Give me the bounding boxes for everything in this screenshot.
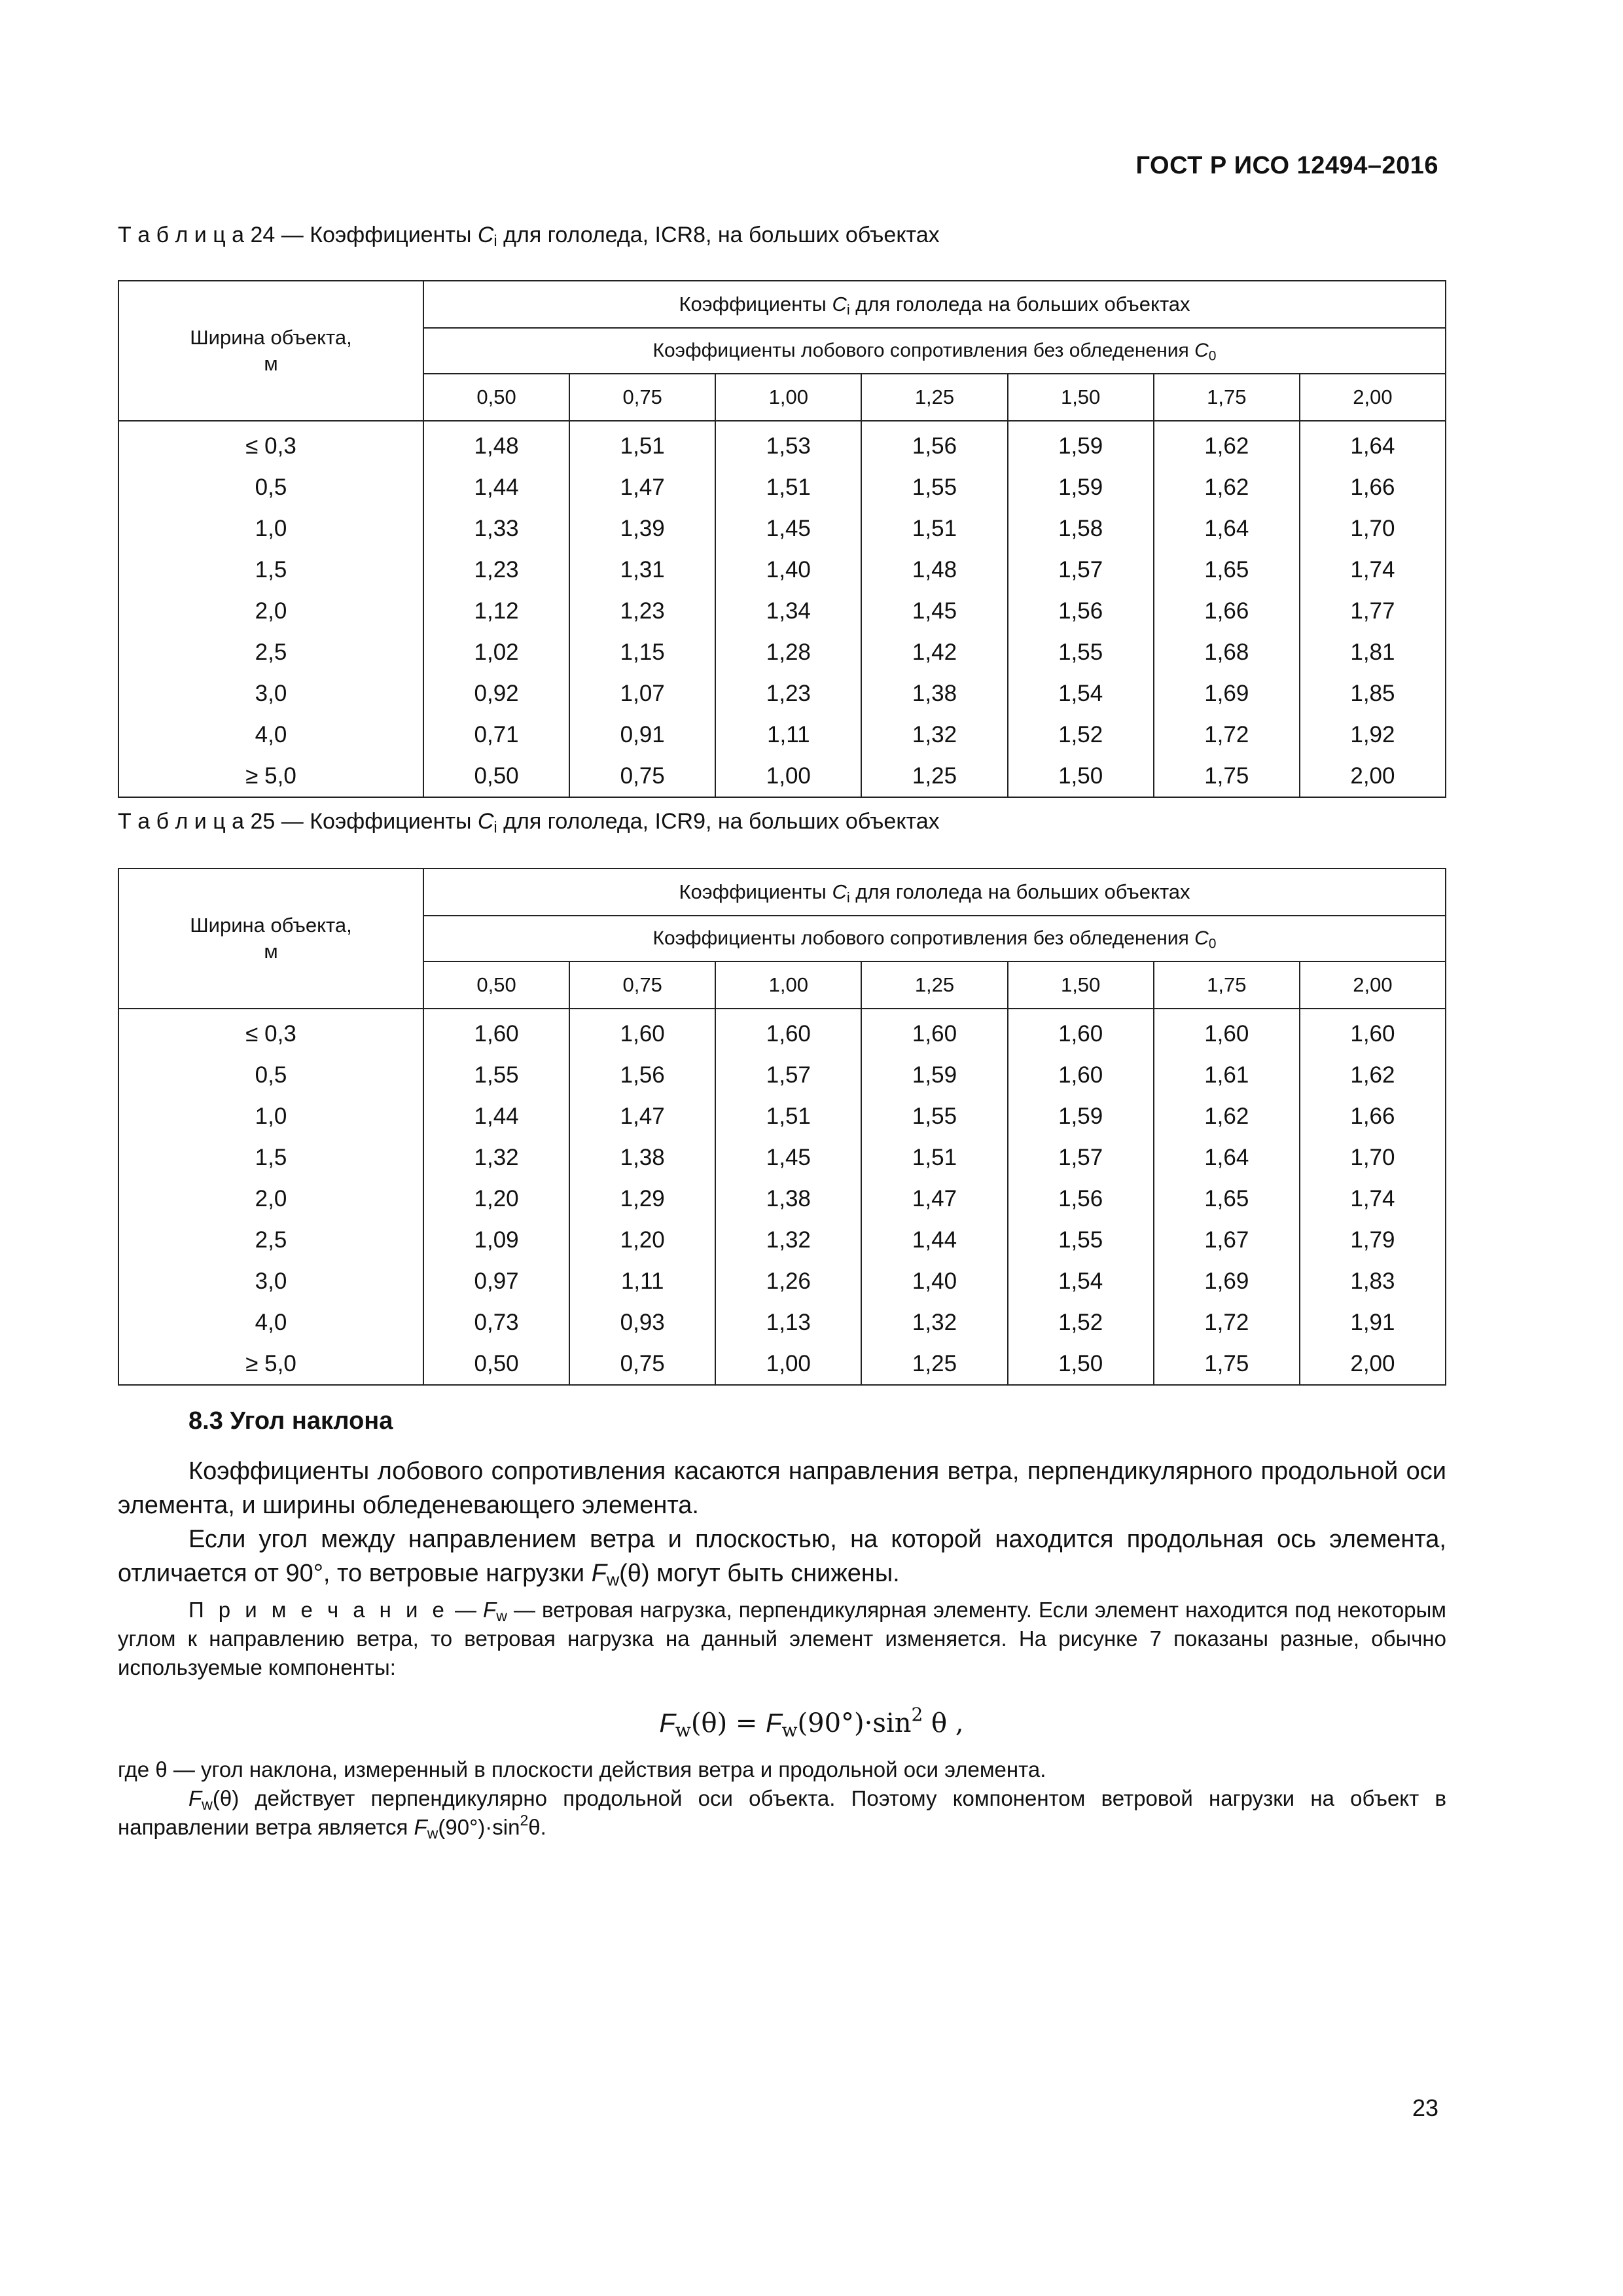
note-label: П р и м е ч а н и е	[188, 1598, 448, 1622]
formula-power: 2	[911, 1704, 923, 1726]
table-row	[118, 632, 1446, 673]
drag-header-symbol: C	[1194, 340, 1209, 361]
value-cell: 1,52	[1008, 714, 1154, 755]
caption-number: 25 — Коэффициенты	[250, 809, 472, 834]
value-cell: 1,40	[861, 1261, 1007, 1302]
value-cell: 1,75	[1154, 1343, 1300, 1385]
separator-cell	[569, 421, 715, 425]
table-24-caption	[118, 223, 940, 248]
value-cell: 1,65	[1154, 549, 1300, 590]
value-cell: 1,57	[1008, 1137, 1154, 1178]
group-header-pre: Коэффициенты	[679, 880, 827, 903]
formula-rhs-subscript: w	[781, 1719, 798, 1741]
table-row	[118, 1137, 1446, 1178]
value-cell: 0,97	[423, 1261, 569, 1302]
value-cell: 1,60	[1154, 1013, 1300, 1054]
value-cell: 1,48	[423, 425, 569, 467]
value-cell: 1,91	[1300, 1302, 1446, 1343]
value-cell: 1,54	[1008, 1261, 1154, 1302]
formula-rhs-arg: (90°)·sin	[797, 1708, 912, 1738]
column-header: 1,25	[861, 961, 1007, 1009]
value-cell: 2,00	[1300, 755, 1446, 797]
width-cell: 0,5	[118, 467, 423, 508]
value-cell: 1,60	[423, 1013, 569, 1054]
value-cell: 1,29	[569, 1178, 715, 1219]
table-row	[118, 1096, 1446, 1137]
value-cell: 1,54	[1008, 673, 1154, 714]
width-cell: 1,5	[118, 549, 423, 590]
value-cell: 1,38	[715, 1178, 861, 1219]
column-header: 0,50	[423, 961, 569, 1009]
value-cell: 1,02	[423, 632, 569, 673]
formula-lhs-arg: (θ) =	[690, 1708, 766, 1738]
value-cell: 1,56	[569, 1054, 715, 1096]
group-header-pre: Коэффициенты	[679, 293, 827, 315]
formula-lhs-subscript: w	[675, 1719, 691, 1741]
value-cell: 1,60	[569, 1013, 715, 1054]
value-cell: 1,72	[1154, 714, 1300, 755]
value-cell: 1,38	[569, 1137, 715, 1178]
final-power: 2	[520, 1812, 529, 1829]
value-cell: 1,66	[1154, 590, 1300, 632]
final-tail: θ.	[528, 1815, 546, 1839]
value-cell: 1,51	[861, 508, 1007, 549]
value-cell: 0,93	[569, 1302, 715, 1343]
value-cell: 1,47	[569, 467, 715, 508]
value-cell: 1,20	[569, 1219, 715, 1261]
separator-cell	[1154, 421, 1300, 425]
value-cell: 1,55	[861, 1096, 1007, 1137]
final-arg: (90°)·sin	[438, 1815, 520, 1839]
value-cell: 1,60	[1008, 1054, 1154, 1096]
group-header-symbol: C	[832, 880, 847, 903]
column-header: 1,00	[715, 961, 861, 1009]
value-cell: 1,47	[861, 1178, 1007, 1219]
value-cell: 1,53	[715, 425, 861, 467]
coefficient-table-25	[118, 868, 1446, 1386]
value-cell: 1,13	[715, 1302, 861, 1343]
table-row	[118, 714, 1446, 755]
header-separator	[118, 421, 1446, 425]
separator-cell	[861, 421, 1007, 425]
value-cell: 0,73	[423, 1302, 569, 1343]
value-cell: 1,62	[1300, 1054, 1446, 1096]
header-separator	[118, 1009, 1446, 1013]
value-cell: 1,32	[861, 1302, 1007, 1343]
table-row	[118, 1054, 1446, 1096]
column-header: 0,75	[569, 374, 715, 421]
width-cell: ≤ 0,3	[118, 425, 423, 467]
value-cell: 1,58	[1008, 508, 1154, 549]
value-cell: 1,65	[1154, 1178, 1300, 1219]
final-paragraph	[118, 1784, 1446, 1842]
value-cell: 1,59	[1008, 1096, 1154, 1137]
formula-lhs-symbol: F	[659, 1709, 675, 1738]
width-cell: 2,5	[118, 632, 423, 673]
value-cell: 1,00	[715, 1343, 861, 1385]
value-cell: 2,00	[1300, 1343, 1446, 1385]
width-header	[118, 869, 423, 1009]
width-header-line2: м	[264, 940, 278, 963]
value-cell: 1,64	[1154, 1137, 1300, 1178]
formula	[0, 1704, 1623, 1741]
value-cell: 1,52	[1008, 1302, 1154, 1343]
final-text: (θ) действует перпендикулярно продольной оси объекта. Поэтому компонентом ветровой нагрузки на объект в направлении ветра является	[118, 1786, 1446, 1839]
value-cell: 1,20	[423, 1178, 569, 1219]
caption-subscript: i	[493, 818, 497, 836]
value-cell: 1,59	[1008, 425, 1154, 467]
caption-rest: для гололеда, ICR8, на больших объектах	[503, 223, 940, 247]
width-cell: 3,0	[118, 673, 423, 714]
value-cell: 1,25	[861, 1343, 1007, 1385]
table-row	[118, 1343, 1446, 1385]
paragraph-2	[118, 1522, 1446, 1590]
value-cell: 1,74	[1300, 1178, 1446, 1219]
value-cell: 1,55	[861, 467, 1007, 508]
width-cell: 1,0	[118, 508, 423, 549]
value-cell: 1,45	[715, 1137, 861, 1178]
value-cell: 1,55	[1008, 1219, 1154, 1261]
value-cell: 1,57	[1008, 549, 1154, 590]
load-subscript: w	[606, 1570, 620, 1590]
caption-symbol: C	[477, 223, 494, 247]
value-cell: 1,69	[1154, 673, 1300, 714]
value-cell: 1,11	[569, 1261, 715, 1302]
width-header	[118, 281, 423, 421]
width-header-line1: Ширина объекта,	[190, 914, 352, 937]
value-cell: 0,50	[423, 755, 569, 797]
width-cell: 3,0	[118, 1261, 423, 1302]
value-cell: 1,25	[861, 755, 1007, 797]
value-cell: 1,83	[1300, 1261, 1446, 1302]
value-cell: 1,50	[1008, 1343, 1154, 1385]
separator-cell	[118, 1009, 423, 1013]
separator-cell	[1154, 1009, 1300, 1013]
value-cell: 1,42	[861, 632, 1007, 673]
value-cell: 1,00	[715, 755, 861, 797]
drag-coefficient-header	[423, 328, 1446, 374]
note-text: — ветровая нагрузка, перпендикулярная элементу. Если элемент находится под некоторым углом к направлению ветра, то ветровая нагрузка на данный элемент изменяется. На рисунке 7 показаны разные, обычно используемые компоненты:	[118, 1598, 1446, 1679]
value-cell: 1,55	[423, 1054, 569, 1096]
value-cell: 0,75	[569, 1343, 715, 1385]
drag-header-text: Коэффициенты лобового сопротивления без обледенения	[652, 927, 1189, 949]
value-cell: 1,28	[715, 632, 861, 673]
value-cell: 1,45	[861, 590, 1007, 632]
value-cell: 0,75	[569, 755, 715, 797]
value-cell: 1,70	[1300, 508, 1446, 549]
value-cell: 1,59	[1008, 467, 1154, 508]
separator-cell	[569, 1009, 715, 1013]
width-cell: ≤ 0,3	[118, 1013, 423, 1054]
value-cell: 1,77	[1300, 590, 1446, 632]
separator-cell	[118, 421, 423, 425]
value-cell: 1,75	[1154, 755, 1300, 797]
value-cell: 1,79	[1300, 1219, 1446, 1261]
value-cell: 1,45	[715, 508, 861, 549]
table-row	[118, 755, 1446, 797]
column-header: 1,50	[1008, 961, 1154, 1009]
drag-header-subscript: 0	[1208, 348, 1217, 364]
value-cell: 0,50	[423, 1343, 569, 1385]
value-cell: 1,44	[423, 467, 569, 508]
paragraph-1: Коэффициенты лобового сопротивления касаются направления ветра, перпендикулярного продольной оси элемента, и ширины обледеневающего элемента.	[118, 1458, 1446, 1519]
value-cell: 1,12	[423, 590, 569, 632]
width-cell: 1,5	[118, 1137, 423, 1178]
value-cell: 1,92	[1300, 714, 1446, 755]
value-cell: 1,56	[1008, 590, 1154, 632]
value-cell: 1,40	[715, 549, 861, 590]
separator-cell	[423, 421, 569, 425]
group-header-subscript: i	[846, 889, 850, 906]
width-cell: ≥ 5,0	[118, 1343, 423, 1385]
width-cell: 2,0	[118, 590, 423, 632]
caption-rest: для гололеда, ICR9, на больших объектах	[503, 809, 940, 834]
value-cell: 1,62	[1154, 425, 1300, 467]
column-header: 1,25	[861, 374, 1007, 421]
width-cell: ≥ 5,0	[118, 755, 423, 797]
value-cell: 1,68	[1154, 632, 1300, 673]
value-cell: 1,09	[423, 1219, 569, 1261]
value-cell: 1,81	[1300, 632, 1446, 673]
column-header: 2,00	[1300, 961, 1446, 1009]
value-cell: 1,51	[715, 467, 861, 508]
caption-label: Т а б л и ц а	[118, 809, 245, 834]
separator-cell	[715, 421, 861, 425]
value-cell: 1,60	[861, 1013, 1007, 1054]
value-cell: 1,23	[715, 673, 861, 714]
value-cell: 1,34	[715, 590, 861, 632]
group-header	[423, 281, 1446, 328]
table-row	[118, 467, 1446, 508]
paragraph-2-text: Если угол между направлением ветра и плоскостью, на которой находится продольная ось элемента, отличается от 90°, то ветровые нагрузки	[118, 1526, 1446, 1587]
value-cell: 1,31	[569, 549, 715, 590]
formula-tail: θ ,	[923, 1708, 964, 1738]
separator-cell	[423, 1009, 569, 1013]
standard-code: ГОСТ Р ИСО 12494–2016	[1135, 152, 1438, 179]
table-row	[118, 508, 1446, 549]
value-cell: 1,70	[1300, 1137, 1446, 1178]
value-cell: 1,23	[423, 549, 569, 590]
caption-subscript: i	[493, 232, 497, 250]
value-cell: 1,47	[569, 1096, 715, 1137]
value-cell: 1,39	[569, 508, 715, 549]
value-cell: 1,51	[569, 425, 715, 467]
caption-symbol: C	[477, 809, 494, 834]
drag-coefficient-header	[423, 916, 1446, 961]
final-symbol: F	[188, 1786, 202, 1810]
column-header: 0,75	[569, 961, 715, 1009]
value-cell: 1,50	[1008, 755, 1154, 797]
value-cell: 1,56	[861, 425, 1007, 467]
separator-cell	[861, 1009, 1007, 1013]
drag-header-subscript: 0	[1208, 936, 1217, 952]
value-cell: 1,56	[1008, 1178, 1154, 1219]
value-cell: 1,66	[1300, 1096, 1446, 1137]
value-cell: 0,71	[423, 714, 569, 755]
value-cell: 1,44	[861, 1219, 1007, 1261]
width-header-line1: Ширина объекта,	[190, 326, 352, 349]
value-cell: 1,60	[1300, 1013, 1446, 1054]
value-cell: 1,32	[861, 714, 1007, 755]
separator-cell	[1008, 421, 1154, 425]
width-cell: 4,0	[118, 714, 423, 755]
page-number: 23	[1412, 2094, 1438, 2121]
note-symbol: F	[483, 1598, 497, 1622]
value-cell: 1,48	[861, 549, 1007, 590]
caption-label: Т а б л и ц а	[118, 223, 245, 247]
caption-number: 24 — Коэффициенты	[250, 223, 472, 247]
separator-cell	[1008, 1009, 1154, 1013]
value-cell: 1,66	[1300, 467, 1446, 508]
value-cell: 1,07	[569, 673, 715, 714]
column-header: 2,00	[1300, 374, 1446, 421]
width-header-line2: м	[264, 352, 278, 375]
value-cell: 1,62	[1154, 467, 1300, 508]
coefficient-table-24	[118, 280, 1446, 798]
column-header: 0,50	[423, 374, 569, 421]
group-header	[423, 869, 1446, 916]
table-row	[118, 1178, 1446, 1219]
value-cell: 1,74	[1300, 549, 1446, 590]
formula-rhs-symbol: F	[766, 1709, 782, 1738]
value-cell: 1,55	[1008, 632, 1154, 673]
value-cell: 1,15	[569, 632, 715, 673]
value-cell: 1,62	[1154, 1096, 1300, 1137]
value-cell: 1,23	[569, 590, 715, 632]
value-cell: 1,64	[1300, 425, 1446, 467]
column-header: 1,75	[1154, 961, 1300, 1009]
value-cell: 1,26	[715, 1261, 861, 1302]
value-cell: 1,44	[423, 1096, 569, 1137]
width-cell: 2,0	[118, 1178, 423, 1219]
value-cell: 1,85	[1300, 673, 1446, 714]
value-cell: 1,67	[1154, 1219, 1300, 1261]
section-heading: 8.3 Угол наклона	[188, 1407, 393, 1435]
load-symbol: F	[591, 1560, 607, 1587]
drag-header-symbol: C	[1194, 927, 1209, 949]
value-cell: 1,64	[1154, 508, 1300, 549]
width-cell: 1,0	[118, 1096, 423, 1137]
drag-header-text: Коэффициенты лобового сопротивления без обледенения	[652, 340, 1189, 361]
value-cell: 1,60	[1008, 1013, 1154, 1054]
separator-cell	[1300, 421, 1446, 425]
column-header: 1,00	[715, 374, 861, 421]
where-explanation: где θ — угол наклона, измеренный в плоскости действия ветра и продольной оси элемента.	[118, 1757, 1046, 1782]
group-header-subscript: i	[846, 301, 850, 318]
value-cell: 1,69	[1154, 1261, 1300, 1302]
group-header-post: для гололеда на больших объектах	[855, 880, 1190, 903]
value-cell: 1,51	[715, 1096, 861, 1137]
table-row	[118, 590, 1446, 632]
note-dash: —	[448, 1598, 484, 1622]
table-row	[118, 1261, 1446, 1302]
group-header-post: для гололеда на больших объектах	[855, 293, 1190, 315]
table-row	[118, 673, 1446, 714]
value-cell: 1,51	[861, 1137, 1007, 1178]
value-cell: 1,32	[715, 1219, 861, 1261]
value-cell: 1,33	[423, 508, 569, 549]
table-row	[118, 549, 1446, 590]
width-cell: 0,5	[118, 1054, 423, 1096]
separator-cell	[1300, 1009, 1446, 1013]
table-row	[118, 1302, 1446, 1343]
value-cell: 1,60	[715, 1013, 861, 1054]
table-row	[118, 1013, 1446, 1054]
value-cell: 1,38	[861, 673, 1007, 714]
value-cell: 1,61	[1154, 1054, 1300, 1096]
final-subscript-2: w	[427, 1824, 438, 1842]
value-cell: 1,57	[715, 1054, 861, 1096]
table-row	[118, 1219, 1446, 1261]
note	[118, 1596, 1446, 1682]
value-cell: 1,11	[715, 714, 861, 755]
table-row	[118, 425, 1446, 467]
value-cell: 0,91	[569, 714, 715, 755]
width-cell: 4,0	[118, 1302, 423, 1343]
note-subscript: w	[496, 1607, 507, 1624]
column-header: 1,50	[1008, 374, 1154, 421]
value-cell: 1,72	[1154, 1302, 1300, 1343]
final-subscript: w	[202, 1795, 213, 1813]
value-cell: 1,59	[861, 1054, 1007, 1096]
group-header-symbol: C	[832, 293, 847, 315]
separator-cell	[715, 1009, 861, 1013]
final-symbol-2: F	[414, 1815, 427, 1839]
value-cell: 0,92	[423, 673, 569, 714]
paragraph-2-tail: (θ) могут быть снижены.	[619, 1560, 900, 1587]
table-25-caption	[118, 809, 940, 834]
width-cell: 2,5	[118, 1219, 423, 1261]
value-cell: 1,32	[423, 1137, 569, 1178]
column-header: 1,75	[1154, 374, 1300, 421]
